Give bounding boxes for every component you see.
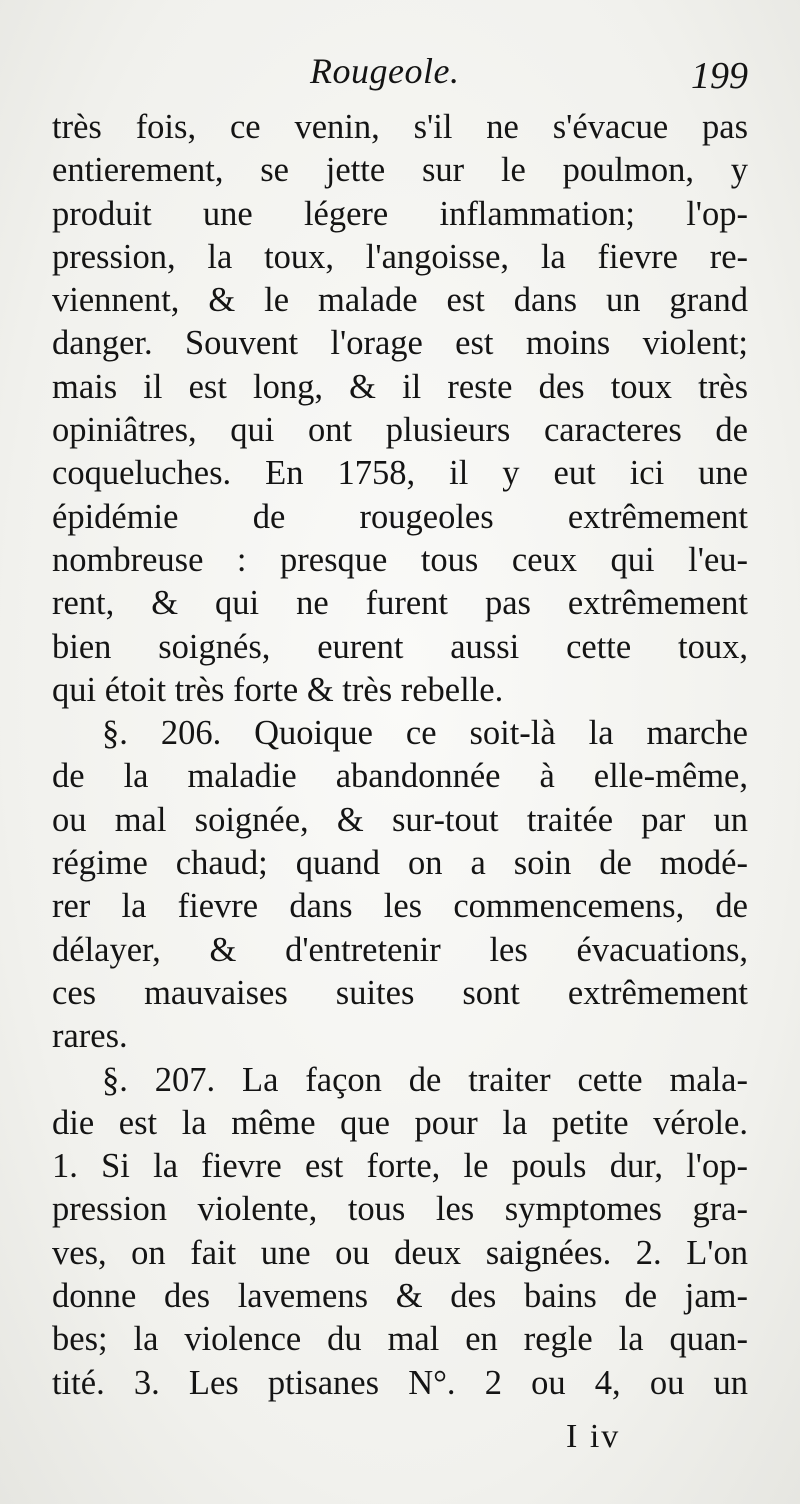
text-line: ves, on fait une ou deux saignées. 2. L'on [52,1233,748,1272]
text-line: qui étoit très forte & très rebelle. [52,670,504,709]
text-line: die est la même que pour la petite vérole. [52,1103,748,1142]
text-line: rent, & qui ne furent pas extrêmement [52,584,748,623]
text-line: pression violente, tous les symptomes gra- [52,1190,748,1229]
text-line: viennent, & le malade est dans un grand [52,281,748,320]
paragraph-207-start: §. 207. La façon de traiter cette mala- [102,1060,748,1099]
page-number: 199 [691,55,748,97]
text-line: tité. 3. Les ptisanes N°. 2 ou 4, ou un [52,1363,748,1402]
text-line: 1. Si la fievre est forte, le pouls dur, l'op- [52,1147,748,1186]
text-line: donne des lavemens & des bains de jam- [52,1277,748,1316]
text-line: opiniâtres, qui ont plusieurs caracteres de [52,411,748,450]
text-line: pression, la toux, l'angoisse, la fievre re- [52,237,748,276]
text-body [52,106,748,1405]
text-line: mais il est long, & il reste des toux très [52,367,748,406]
running-head [52,50,748,102]
text-line: produit une légere inflammation; l'op- [52,194,748,233]
text-line: nombreuse : presque tous ceux qui l'eu- [52,540,748,579]
text-line: entierement, se jette sur le poulmon, y [52,151,748,190]
text-line: bes; la violence du mal en regle la quan- [52,1320,748,1359]
text-line: coqueluches. En 1758, il y eut ici une [52,454,748,493]
text-line: très fois, ce venin, s'il ne s'évacue pas [52,108,748,146]
text-line: rer la fievre dans les commencemens, de [52,887,748,926]
paragraph-206-start: §. 206. Quoique ce soit-là la marche [102,714,748,753]
text-line: ou mal soignée, & sur-tout traitée par un [52,800,748,839]
text-line: de la maladie abandonnée à elle-même, [52,757,748,796]
text-line: bien soignés, eurent aussi cette toux, [52,627,748,666]
text-line: rares. [52,1017,128,1056]
text-line: délayer, & d'entretenir les évacuations, [52,930,748,969]
running-title: Rougeole. [310,51,460,91]
signature-mark: I iv [566,1418,621,1455]
text-line: régime chaud; quand on a soin de modé- [52,844,748,883]
text-line: ces mauvaises suites sont extrêmement [52,973,748,1012]
text-line: épidémie de rougeoles extrêmement [52,497,748,536]
text-line: danger. Souvent l'orage est moins violent; [52,324,748,363]
